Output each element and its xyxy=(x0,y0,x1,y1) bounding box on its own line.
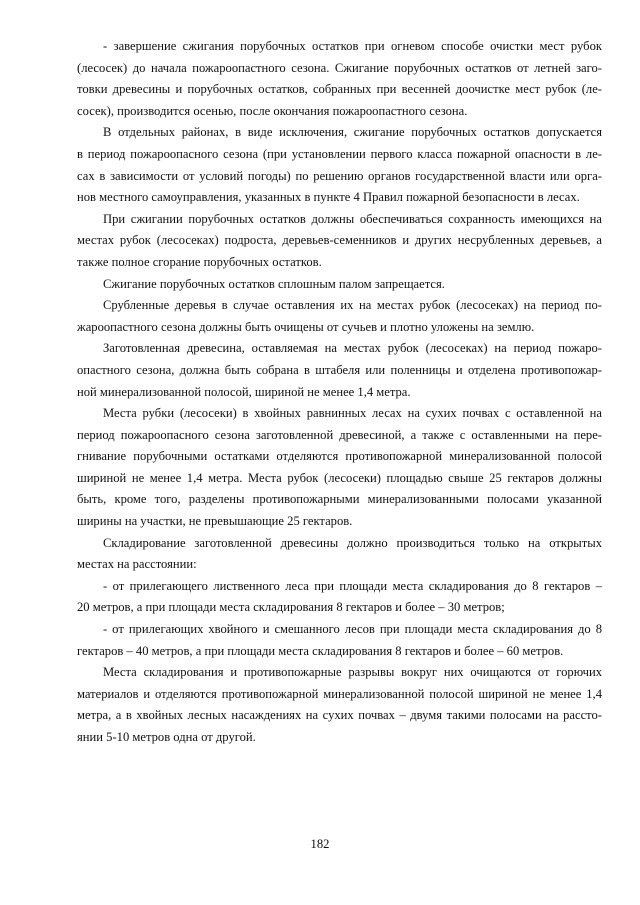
text-line: - от прилегающих хвойного и смешанного лесов при площади места складирования до 8 xyxy=(103,622,602,637)
text-line: гектаров – 40 метров, а при площади места складирования 8 гектаров и более – 60 метров. xyxy=(77,643,564,658)
page-number: 182 xyxy=(310,837,330,851)
text-line: В отдельных районах, в виде исключения, сжигание порубочных остатков допускается xyxy=(103,125,602,140)
text-line: нов местного самоуправления, указанных в пункте 4 Правил пожарной безопасности в лесах. xyxy=(77,190,580,205)
paragraph-10 xyxy=(77,619,602,662)
text-line: метра, а в хвойных лесных насаждениях на сухих почвах – двумя такими полосами на рассто- xyxy=(77,708,602,723)
text-line: (лесосек) до начала пожароопастного сезона. Сжигание порубочных остатков от летней заго- xyxy=(77,60,602,75)
text-line: - от прилегающего лиственного леса при площади места складирования до 8 гектаров – xyxy=(103,578,602,593)
text-line: материалов и отделяются противопожарной минерализованной полосой шириной не менее 1,4 xyxy=(77,686,602,701)
paragraph-4 xyxy=(77,274,602,296)
paragraph-3 xyxy=(77,209,602,274)
paragraph-2 xyxy=(77,122,602,208)
text-line: также полное сгорание порубочных остатков. xyxy=(77,254,322,269)
paragraph-5 xyxy=(77,295,602,338)
text-line: янии 5-10 метров одна от другой. xyxy=(77,730,256,744)
text-line: местах рубок (лесосеках) подроста, деревьев-семенников и других несрубленных деревьев, а xyxy=(77,233,602,248)
text-line: - завершение сжигания порубочных остатков при огневом способе очистки мест рубок xyxy=(103,39,602,53)
text-line: Складирование заготовленной древесины должно производиться только на открытых xyxy=(103,535,602,550)
text-line: шириной не менее 1,4 метра. Места рубок (лесосеки) площадью свыше 25 гектаров должны xyxy=(77,470,602,485)
paragraph-6 xyxy=(77,338,602,403)
text-line: в период пожароопасного сезона (при установлении первого класса пожарной опасности в ле- xyxy=(77,146,602,161)
text-line: Заготовленная древесина, оставляемая на местах рубок (лесосеках) на период пожаро- xyxy=(103,341,602,356)
text-line: Сжигание порубочных остатков сплошным палом запрещается. xyxy=(103,276,445,291)
paragraph-9 xyxy=(77,576,602,619)
text-line: Срубленные деревья в случае оставления их на местах рубок (лесосеках) на период по- xyxy=(103,298,602,313)
text-line: ширины на участки, не превышающие 25 гектаров. xyxy=(77,514,353,529)
text-line: быть, кроме того, разделены противопожарными минерализованными полосами указанной xyxy=(77,492,602,507)
text-line: 20 метров, а при площади места складирования 8 гектаров и более – 30 метров; xyxy=(77,600,505,615)
text-line: местах на расстоянии: xyxy=(77,557,197,572)
text-line: сосек), производится осенью, после окончания пожароопастного сезона. xyxy=(77,103,468,118)
text-line: Места складирования и противопожарные разрывы вокруг них очищаются от горючих xyxy=(103,665,602,680)
text-line: жароопастного сезона должны быть очищены от сучьев и плотно уложены на землю. xyxy=(77,319,535,334)
text-line: Места рубки (лесосеки) в хвойных равнинных лесах на сухих почвах с оставленной на xyxy=(103,406,602,421)
paragraph-11 xyxy=(77,662,602,748)
text-line: опастного сезона, должна быть собрана в штабеля или поленницы и отделена противопожар- xyxy=(77,362,602,377)
text-line: При сжигании порубочных остатков должны обеспечиваться сохранность имеющихся на xyxy=(103,211,602,226)
text-line: период пожароопасного сезона заготовленной древесиной, а также с оставленными на пере- xyxy=(77,427,602,442)
text-line: ной минерализованной полосой, шириной не менее 1,4 метра. xyxy=(77,384,411,399)
text-line: товки древесины и порубочных остатков, собранных при весенней доочистке мест рубок (ле- xyxy=(77,82,602,97)
text-line: сах в зависимости от условий погоды) по решению органов государственной власти или орга- xyxy=(77,168,602,183)
document-body xyxy=(77,36,602,749)
paragraph-7 xyxy=(77,403,602,533)
text-line: гнивание порубочными остатками отделяются противопожарной минерализованной полосой xyxy=(77,449,602,464)
paragraph-1 xyxy=(77,36,602,122)
paragraph-8 xyxy=(77,533,602,576)
